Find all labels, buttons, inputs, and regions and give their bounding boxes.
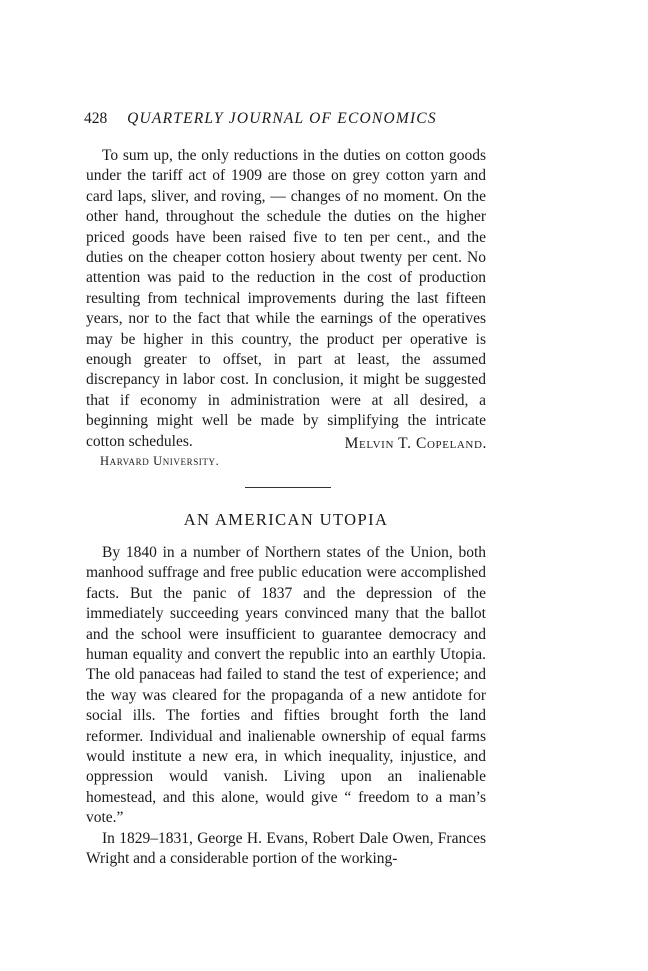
- section-paragraph-2: In 1829–1831, George H. Evans, Robert Dale Owen, Frances Wright and a considerable portion of the working-: [86, 829, 486, 868]
- section-paragraph-1: By 1840 in a number of Northern states of the Union, both manhood suffrage and free public education were accomplished facts. But the panic of 1837 and the depression of the immediately succeeding years convinced many that the ballot and the school were insufficient to guarantee democracy and human equality and convert the republic into an earthly Utopia. The old panaceas had failed to stand the test of experience; and the way was cleared for the propaganda of a new antidote for social ills. The forties and fifties brought forth the land reformer. Individual and inalienable ownership of equal farms would institute a new era, in which inequality, injustice, and oppression would vanish. Living upon an inalienable homestead, and this alone, would give “ freedom to a man’s vote.”: [86, 544, 486, 827]
- journal-title: QUARTERLY JOURNAL OF ECONOMICS: [127, 110, 437, 127]
- author-affiliation: Harvard University.: [100, 454, 220, 468]
- closing-paragraph-block: [86, 146, 486, 452]
- closing-paragraph: To sum up, the only reductions in the duties on cotton goods under the tariff act of 1909 are those on grey cotton yarn and card laps, sliver, and roving, — changes of no moment. On the other hand, throughout the schedule the duties on the higher priced goods have been raised five to ten per cent., and the duties on the cheaper cotton hosiery about twenty per cent. No attention was paid to the reduction in the cost of production resulting from technical improvements during the last fifteen years, nor to the fact that while the earnings of the operatives may be higher in this country, the product per operative is enough greater to offset, in part at least, the assumed discrepancy in labor cost. In conclusion, it might be suggested that if economy in administration were at all desired, a beginning might well be made by simplifying the intricate cotton schedules.: [86, 147, 486, 450]
- section-divider: [245, 487, 331, 488]
- page-number: 428: [84, 110, 108, 127]
- running-header: [84, 110, 494, 128]
- section-body: [86, 543, 486, 870]
- section-title: AN AMERICAN UTOPIA: [183, 510, 389, 529]
- author-signature: Melvin T. Copeland.: [344, 435, 487, 452]
